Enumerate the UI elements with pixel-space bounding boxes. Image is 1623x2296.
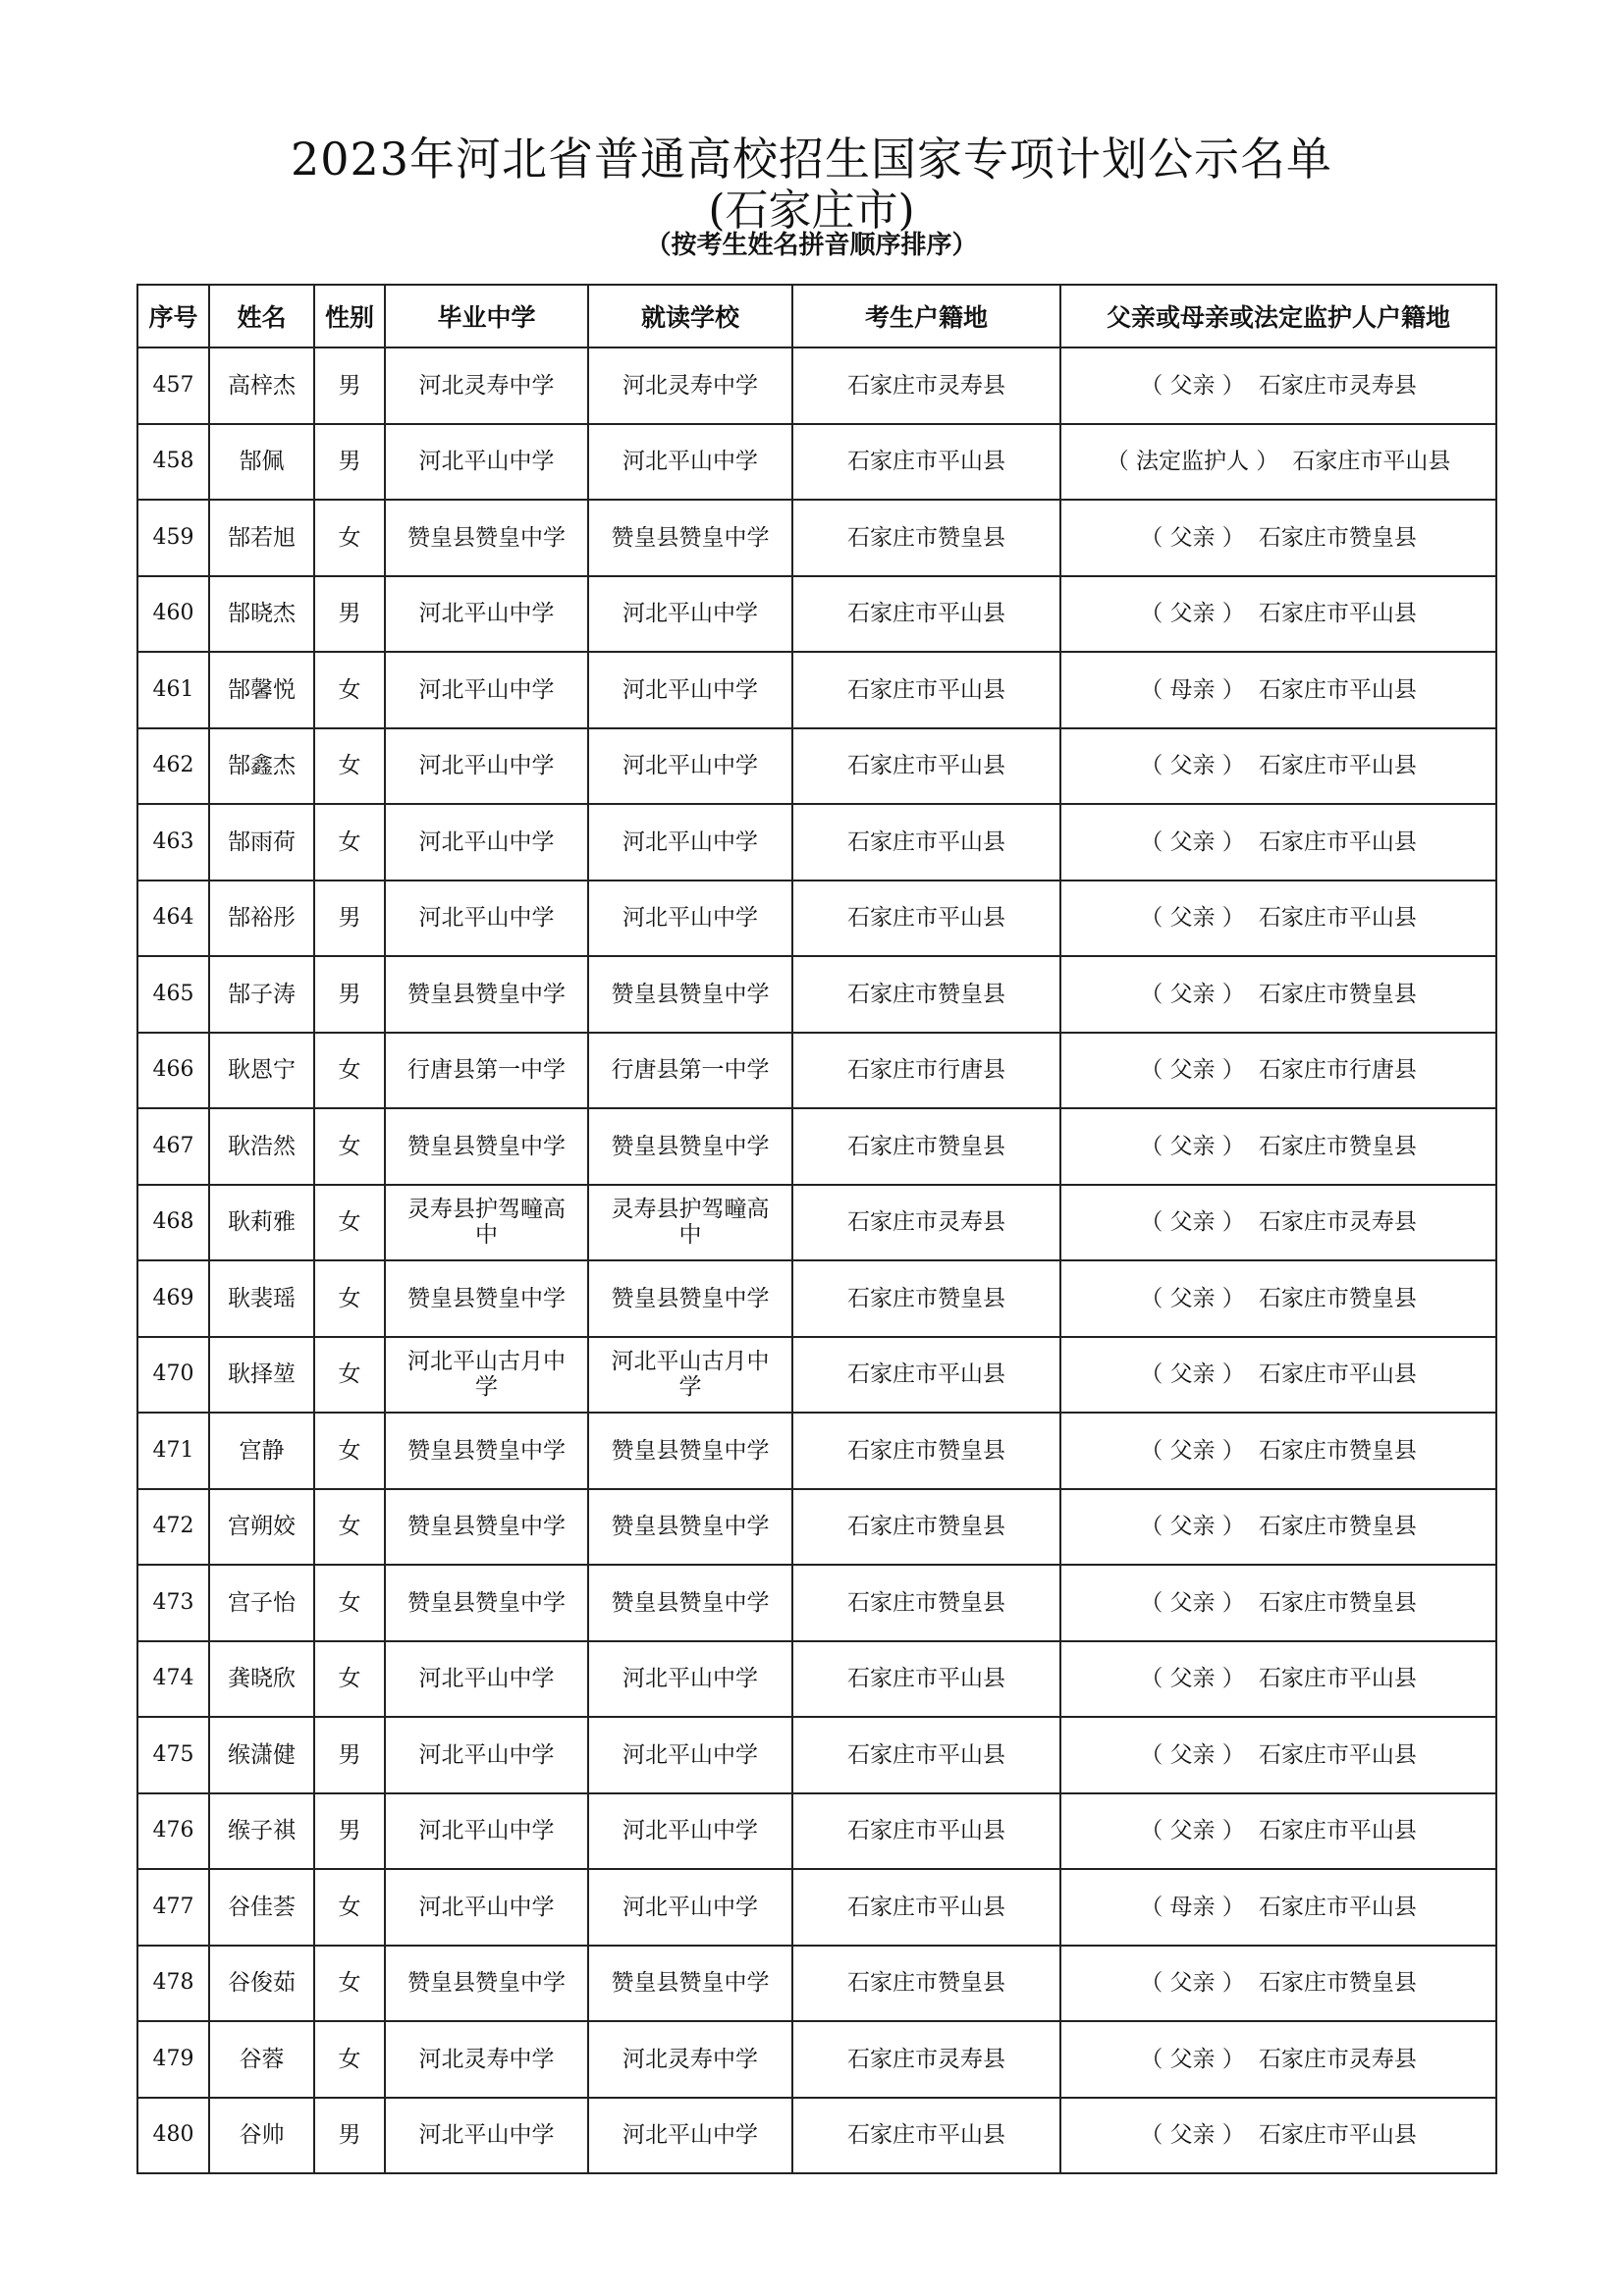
gender-cell: 男 xyxy=(314,956,385,1033)
guardian-relation: （ 父亲 ） xyxy=(1140,1666,1245,1692)
index-cell: 457 xyxy=(137,347,209,424)
table-row xyxy=(137,1413,1496,1489)
guardian-place: 石家庄市平山县 xyxy=(1258,905,1417,932)
table-row xyxy=(137,2098,1496,2174)
header-current-school: 就读学校 xyxy=(588,285,792,347)
name-cell: 宫子怡 xyxy=(209,1565,314,1641)
graduated-school-cell: 赞皇县赞皇中学 xyxy=(385,1489,588,1566)
guardian-hukou-cell xyxy=(1060,804,1496,881)
guardian-hukou-cell xyxy=(1060,1033,1496,1109)
gender-cell: 女 xyxy=(314,1260,385,1337)
current-school-cell: 河北平山中学 xyxy=(588,728,792,805)
graduated-school-cell: 赞皇县赞皇中学 xyxy=(385,956,588,1033)
guardian-relation: （ 父亲 ） xyxy=(1140,2122,1245,2149)
index-cell: 470 xyxy=(137,1337,209,1414)
gender-cell: 女 xyxy=(314,1489,385,1566)
index-cell: 468 xyxy=(137,1185,209,1261)
guardian-place: 石家庄市平山县 xyxy=(1258,601,1417,627)
guardian-hukou-cell xyxy=(1060,347,1496,424)
guardian-relation: （ 父亲 ） xyxy=(1140,1818,1245,1844)
index-cell: 467 xyxy=(137,1108,209,1185)
guardian-relation: （ 母亲 ） xyxy=(1140,676,1245,703)
name-cell: 宫静 xyxy=(209,1413,314,1489)
gender-cell: 男 xyxy=(314,576,385,653)
table-row xyxy=(137,500,1496,576)
guardian-place: 石家庄市平山县 xyxy=(1258,2122,1417,2149)
table-row xyxy=(137,424,1496,501)
guardian-place: 石家庄市灵寿县 xyxy=(1258,1209,1417,1236)
index-cell: 466 xyxy=(137,1033,209,1109)
guardian-hukou-cell xyxy=(1060,1260,1496,1337)
current-school-cell: 行唐县第一中学 xyxy=(588,1033,792,1109)
table-row xyxy=(137,2021,1496,2098)
sort-note: （按考生姓名拼音顺序排序） xyxy=(645,231,978,260)
guardian-hukou-cell xyxy=(1060,881,1496,957)
current-school-cell: 河北平山中学 xyxy=(588,424,792,501)
name-cell: 郜裕彤 xyxy=(209,881,314,957)
roster-table xyxy=(136,284,1497,2174)
index-cell: 473 xyxy=(137,1565,209,1641)
graduated-school-cell: 河北平山中学 xyxy=(385,1641,588,1718)
gender-cell: 女 xyxy=(314,500,385,576)
gender-cell: 男 xyxy=(314,424,385,501)
name-cell: 郜若旭 xyxy=(209,500,314,576)
current-school-cell: 赞皇县赞皇中学 xyxy=(588,1489,792,1566)
graduated-school-cell: 赞皇县赞皇中学 xyxy=(385,500,588,576)
gender-cell: 女 xyxy=(314,1185,385,1261)
guardian-relation: （ 父亲 ） xyxy=(1140,905,1245,932)
guardian-place: 石家庄市灵寿县 xyxy=(1258,372,1417,399)
table-row xyxy=(137,1260,1496,1337)
current-school-cell: 河北灵寿中学 xyxy=(588,2021,792,2098)
guardian-hukou-cell xyxy=(1060,2098,1496,2174)
gender-cell: 女 xyxy=(314,804,385,881)
guardian-place: 石家庄市赞皇县 xyxy=(1258,1133,1417,1159)
gender-cell: 女 xyxy=(314,2021,385,2098)
index-cell: 458 xyxy=(137,424,209,501)
name-cell: 郜佩 xyxy=(209,424,314,501)
graduated-school-cell: 灵寿县护驾疃高中 xyxy=(385,1185,588,1261)
index-cell: 469 xyxy=(137,1260,209,1337)
name-cell: 谷佳荟 xyxy=(209,1869,314,1946)
student-hukou-cell: 石家庄市行唐县 xyxy=(792,1033,1060,1109)
guardian-place: 石家庄市平山县 xyxy=(1258,828,1417,855)
header-index: 序号 xyxy=(137,285,209,347)
graduated-school-cell: 河北平山古月中学 xyxy=(385,1337,588,1414)
guardian-relation: （ 父亲 ） xyxy=(1140,1057,1245,1084)
student-hukou-cell: 石家庄市平山县 xyxy=(792,424,1060,501)
header-row xyxy=(137,285,1496,347)
gender-cell: 女 xyxy=(314,1413,385,1489)
current-school-cell: 河北平山中学 xyxy=(588,804,792,881)
guardian-hukou-cell xyxy=(1060,652,1496,728)
name-cell: 谷俊茹 xyxy=(209,1946,314,2022)
guardian-relation: （ 法定监护人 ） xyxy=(1106,449,1279,475)
guardian-hukou-cell xyxy=(1060,1793,1496,1870)
guardian-relation: （ 父亲 ） xyxy=(1140,981,1245,1007)
student-hukou-cell: 石家庄市平山县 xyxy=(792,881,1060,957)
table-row xyxy=(137,1185,1496,1261)
guardian-hukou-cell xyxy=(1060,1717,1496,1793)
student-hukou-cell: 石家庄市赞皇县 xyxy=(792,956,1060,1033)
table-row xyxy=(137,1108,1496,1185)
guardian-place: 石家庄市灵寿县 xyxy=(1258,2046,1417,2072)
index-cell: 478 xyxy=(137,1946,209,2022)
gender-cell: 女 xyxy=(314,1033,385,1109)
table-row xyxy=(137,576,1496,653)
guardian-relation: （ 父亲 ） xyxy=(1140,1437,1245,1464)
student-hukou-cell: 石家庄市平山县 xyxy=(792,1793,1060,1870)
table-row xyxy=(137,728,1496,805)
gender-cell: 女 xyxy=(314,1337,385,1414)
name-cell: 耿裴瑶 xyxy=(209,1260,314,1337)
guardian-relation: （ 父亲 ） xyxy=(1140,1589,1245,1616)
current-school-cell: 河北平山中学 xyxy=(588,1793,792,1870)
name-cell: 耿择堃 xyxy=(209,1337,314,1414)
graduated-school-cell: 河北平山中学 xyxy=(385,2098,588,2174)
guardian-relation: （ 父亲 ） xyxy=(1140,1209,1245,1236)
gender-cell: 女 xyxy=(314,1565,385,1641)
guardian-relation: （ 父亲 ） xyxy=(1140,2046,1245,2072)
graduated-school-cell: 赞皇县赞皇中学 xyxy=(385,1108,588,1185)
guardian-hukou-cell xyxy=(1060,500,1496,576)
graduated-school-cell: 河北平山中学 xyxy=(385,576,588,653)
roster-body xyxy=(137,347,1496,2173)
graduated-school-cell: 河北平山中学 xyxy=(385,881,588,957)
table-row xyxy=(137,1946,1496,2022)
graduated-school-cell: 河北平山中学 xyxy=(385,652,588,728)
guardian-relation: （ 父亲 ） xyxy=(1140,1970,1245,1997)
guardian-hukou-cell xyxy=(1060,1641,1496,1718)
guardian-hukou-cell xyxy=(1060,1337,1496,1414)
guardian-hukou-cell xyxy=(1060,1489,1496,1566)
name-cell: 龚晓欣 xyxy=(209,1641,314,1718)
gender-cell: 女 xyxy=(314,728,385,805)
document-title: 2023年河北省普通高校招生国家专项计划公示名单 xyxy=(290,133,1333,186)
current-school-cell: 河北平山中学 xyxy=(588,1869,792,1946)
index-cell: 479 xyxy=(137,2021,209,2098)
graduated-school-cell: 赞皇县赞皇中学 xyxy=(385,1413,588,1489)
name-cell: 郜馨悦 xyxy=(209,652,314,728)
guardian-place: 石家庄市赞皇县 xyxy=(1258,1437,1417,1464)
table-row xyxy=(137,1565,1496,1641)
name-cell: 缑子祺 xyxy=(209,1793,314,1870)
gender-cell: 女 xyxy=(314,1108,385,1185)
graduated-school-cell: 河北平山中学 xyxy=(385,424,588,501)
guardian-hukou-cell xyxy=(1060,1565,1496,1641)
index-cell: 463 xyxy=(137,804,209,881)
index-cell: 459 xyxy=(137,500,209,576)
gender-cell: 男 xyxy=(314,347,385,424)
student-hukou-cell: 石家庄市赞皇县 xyxy=(792,1413,1060,1489)
guardian-place: 石家庄市平山县 xyxy=(1258,1894,1417,1920)
guardian-relation: （ 父亲 ） xyxy=(1140,753,1245,779)
name-cell: 郜鑫杰 xyxy=(209,728,314,805)
guardian-hukou-cell xyxy=(1060,728,1496,805)
table-row xyxy=(137,881,1496,957)
student-hukou-cell: 石家庄市平山县 xyxy=(792,2098,1060,2174)
current-school-cell: 赞皇县赞皇中学 xyxy=(588,1946,792,2022)
graduated-school-cell: 赞皇县赞皇中学 xyxy=(385,1946,588,2022)
graduated-school-cell: 行唐县第一中学 xyxy=(385,1033,588,1109)
current-school-cell: 河北平山中学 xyxy=(588,652,792,728)
current-school-cell: 河北平山古月中学 xyxy=(588,1337,792,1414)
table-row xyxy=(137,1717,1496,1793)
gender-cell: 男 xyxy=(314,1793,385,1870)
graduated-school-cell: 河北平山中学 xyxy=(385,1869,588,1946)
guardian-place: 石家庄市赞皇县 xyxy=(1258,1285,1417,1311)
table-row xyxy=(137,347,1496,424)
name-cell: 郜雨荷 xyxy=(209,804,314,881)
student-hukou-cell: 石家庄市赞皇县 xyxy=(792,1565,1060,1641)
table-row xyxy=(137,1337,1496,1414)
guardian-relation: （ 父亲 ） xyxy=(1140,524,1245,551)
graduated-school-cell: 赞皇县赞皇中学 xyxy=(385,1260,588,1337)
index-cell: 461 xyxy=(137,652,209,728)
current-school-cell: 赞皇县赞皇中学 xyxy=(588,1108,792,1185)
guardian-place: 石家庄市赞皇县 xyxy=(1258,981,1417,1007)
student-hukou-cell: 石家庄市平山县 xyxy=(792,652,1060,728)
guardian-place: 石家庄市行唐县 xyxy=(1258,1057,1417,1084)
guardian-relation: （ 父亲 ） xyxy=(1140,1133,1245,1159)
gender-cell: 女 xyxy=(314,1869,385,1946)
header-name: 姓名 xyxy=(209,285,314,347)
index-cell: 464 xyxy=(137,881,209,957)
guardian-place: 石家庄市平山县 xyxy=(1258,1362,1417,1388)
student-hukou-cell: 石家庄市平山县 xyxy=(792,1641,1060,1718)
gender-cell: 男 xyxy=(314,2098,385,2174)
gender-cell: 男 xyxy=(314,881,385,957)
graduated-school-cell: 河北平山中学 xyxy=(385,728,588,805)
current-school-cell: 赞皇县赞皇中学 xyxy=(588,1413,792,1489)
header-gender: 性别 xyxy=(314,285,385,347)
index-cell: 465 xyxy=(137,956,209,1033)
table-row xyxy=(137,1489,1496,1566)
guardian-place: 石家庄市赞皇县 xyxy=(1258,524,1417,551)
current-school-cell: 河北灵寿中学 xyxy=(588,347,792,424)
graduated-school-cell: 赞皇县赞皇中学 xyxy=(385,1565,588,1641)
student-hukou-cell: 石家庄市平山县 xyxy=(792,804,1060,881)
name-cell: 郜子涛 xyxy=(209,956,314,1033)
index-cell: 462 xyxy=(137,728,209,805)
graduated-school-cell: 河北平山中学 xyxy=(385,1793,588,1870)
index-cell: 480 xyxy=(137,2098,209,2174)
name-cell: 缑潇健 xyxy=(209,1717,314,1793)
document-subtitle: (石家庄市) xyxy=(708,186,915,236)
header-guardian-hukou: 父亲或母亲或法定监护人户籍地 xyxy=(1060,285,1496,347)
guardian-place: 石家庄市平山县 xyxy=(1292,449,1451,475)
gender-cell: 女 xyxy=(314,1946,385,2022)
table-row xyxy=(137,1869,1496,1946)
guardian-hukou-cell xyxy=(1060,424,1496,501)
table-row xyxy=(137,956,1496,1033)
current-school-cell: 河北平山中学 xyxy=(588,1717,792,1793)
name-cell: 高梓杰 xyxy=(209,347,314,424)
guardian-hukou-cell xyxy=(1060,956,1496,1033)
index-cell: 475 xyxy=(137,1717,209,1793)
graduated-school-cell: 河北灵寿中学 xyxy=(385,2021,588,2098)
guardian-place: 石家庄市赞皇县 xyxy=(1258,1589,1417,1616)
graduated-school-cell: 河北灵寿中学 xyxy=(385,347,588,424)
index-cell: 472 xyxy=(137,1489,209,1566)
graduated-school-cell: 河北平山中学 xyxy=(385,804,588,881)
current-school-cell: 河北平山中学 xyxy=(588,1641,792,1718)
current-school-cell: 河北平山中学 xyxy=(588,2098,792,2174)
guardian-place: 石家庄市平山县 xyxy=(1258,1741,1417,1768)
student-hukou-cell: 石家庄市灵寿县 xyxy=(792,1185,1060,1261)
student-hukou-cell: 石家庄市赞皇县 xyxy=(792,1489,1060,1566)
student-hukou-cell: 石家庄市灵寿县 xyxy=(792,347,1060,424)
guardian-hukou-cell xyxy=(1060,1185,1496,1261)
student-hukou-cell: 石家庄市平山县 xyxy=(792,1337,1060,1414)
guardian-place: 石家庄市平山县 xyxy=(1258,1666,1417,1692)
guardian-place: 石家庄市平山县 xyxy=(1258,676,1417,703)
guardian-hukou-cell xyxy=(1060,1946,1496,2022)
index-cell: 474 xyxy=(137,1641,209,1718)
table-row xyxy=(137,1641,1496,1718)
table-row xyxy=(137,1793,1496,1870)
index-cell: 471 xyxy=(137,1413,209,1489)
gender-cell: 男 xyxy=(314,1717,385,1793)
guardian-relation: （ 父亲 ） xyxy=(1140,601,1245,627)
header-graduated-school: 毕业中学 xyxy=(385,285,588,347)
student-hukou-cell: 石家庄市赞皇县 xyxy=(792,1108,1060,1185)
table-row xyxy=(137,804,1496,881)
current-school-cell: 灵寿县护驾疃高中 xyxy=(588,1185,792,1261)
guardian-hukou-cell xyxy=(1060,2021,1496,2098)
guardian-relation: （ 父亲 ） xyxy=(1140,1514,1245,1540)
name-cell: 耿莉雅 xyxy=(209,1185,314,1261)
guardian-hukou-cell xyxy=(1060,1108,1496,1185)
student-hukou-cell: 石家庄市灵寿县 xyxy=(792,2021,1060,2098)
current-school-cell: 河北平山中学 xyxy=(588,576,792,653)
header-student-hukou: 考生户籍地 xyxy=(792,285,1060,347)
name-cell: 耿恩宁 xyxy=(209,1033,314,1109)
guardian-relation: （ 父亲 ） xyxy=(1140,1362,1245,1388)
student-hukou-cell: 石家庄市平山县 xyxy=(792,1869,1060,1946)
name-cell: 宫朔姣 xyxy=(209,1489,314,1566)
student-hukou-cell: 石家庄市平山县 xyxy=(792,1717,1060,1793)
student-hukou-cell: 石家庄市平山县 xyxy=(792,576,1060,653)
student-hukou-cell: 石家庄市赞皇县 xyxy=(792,500,1060,576)
gender-cell: 女 xyxy=(314,652,385,728)
student-hukou-cell: 石家庄市平山县 xyxy=(792,728,1060,805)
table-row xyxy=(137,1033,1496,1109)
current-school-cell: 河北平山中学 xyxy=(588,881,792,957)
guardian-relation: （ 父亲 ） xyxy=(1140,828,1245,855)
guardian-place: 石家庄市平山县 xyxy=(1258,1818,1417,1844)
current-school-cell: 赞皇县赞皇中学 xyxy=(588,500,792,576)
current-school-cell: 赞皇县赞皇中学 xyxy=(588,1260,792,1337)
gender-cell: 女 xyxy=(314,1641,385,1718)
guardian-relation: （ 父亲 ） xyxy=(1140,1285,1245,1311)
student-hukou-cell: 石家庄市赞皇县 xyxy=(792,1946,1060,2022)
guardian-hukou-cell xyxy=(1060,1413,1496,1489)
guardian-place: 石家庄市平山县 xyxy=(1258,753,1417,779)
guardian-hukou-cell xyxy=(1060,576,1496,653)
name-cell: 谷蓉 xyxy=(209,2021,314,2098)
index-cell: 477 xyxy=(137,1869,209,1946)
index-cell: 476 xyxy=(137,1793,209,1870)
guardian-place: 石家庄市赞皇县 xyxy=(1258,1970,1417,1997)
current-school-cell: 赞皇县赞皇中学 xyxy=(588,1565,792,1641)
guardian-relation: （ 母亲 ） xyxy=(1140,1894,1245,1920)
graduated-school-cell: 河北平山中学 xyxy=(385,1717,588,1793)
name-cell: 郜晓杰 xyxy=(209,576,314,653)
guardian-hukou-cell xyxy=(1060,1869,1496,1946)
guardian-place: 石家庄市赞皇县 xyxy=(1258,1514,1417,1540)
table-row xyxy=(137,652,1496,728)
guardian-relation: （ 父亲 ） xyxy=(1140,1741,1245,1768)
guardian-relation: （ 父亲 ） xyxy=(1140,372,1245,399)
index-cell: 460 xyxy=(137,576,209,653)
current-school-cell: 赞皇县赞皇中学 xyxy=(588,956,792,1033)
name-cell: 谷帅 xyxy=(209,2098,314,2174)
student-hukou-cell: 石家庄市赞皇县 xyxy=(792,1260,1060,1337)
name-cell: 耿浩然 xyxy=(209,1108,314,1185)
